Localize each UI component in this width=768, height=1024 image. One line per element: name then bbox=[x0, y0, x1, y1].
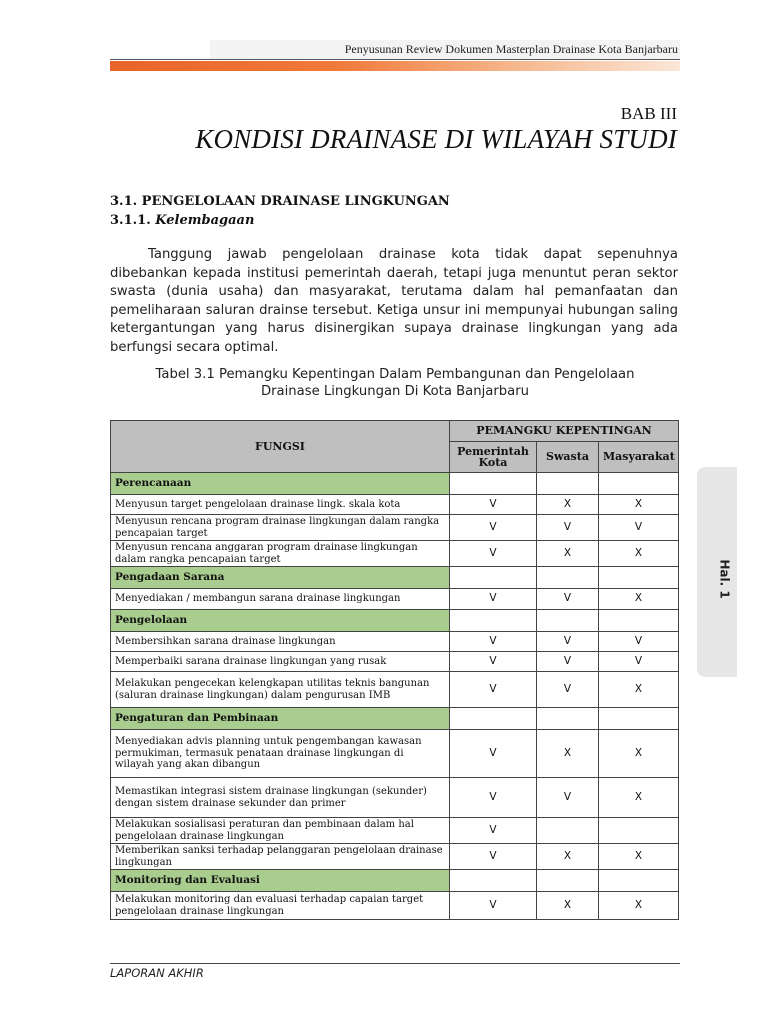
swasta-cell: V bbox=[537, 632, 599, 652]
pemerintah-cell: V bbox=[450, 892, 537, 920]
table-row bbox=[111, 652, 679, 672]
pemerintah-cell: V bbox=[450, 844, 537, 870]
empty-cell bbox=[599, 870, 679, 892]
masyarakat-cell: X bbox=[599, 778, 679, 818]
swasta-cell: X bbox=[537, 541, 599, 567]
subsection-title: Kelembagaan bbox=[155, 213, 255, 228]
masyarakat-cell: V bbox=[599, 652, 679, 672]
header-masyarakat: Masyarakat bbox=[599, 442, 679, 473]
pemerintah-cell: V bbox=[450, 818, 537, 844]
swasta-cell: V bbox=[537, 652, 599, 672]
pemerintah-cell: V bbox=[450, 495, 537, 515]
empty-cell bbox=[537, 473, 599, 495]
function-cell: Melakukan monitoring dan evaluasi terhadap capaian target pengelolaan drainase lingkungan bbox=[111, 892, 450, 920]
masyarakat-cell: X bbox=[599, 672, 679, 708]
subsection-number: 3.1.1. bbox=[110, 213, 151, 228]
table-row bbox=[111, 730, 679, 778]
subsection-heading bbox=[110, 213, 254, 228]
function-cell: Menyediakan / membangun sarana drainase lingkungan bbox=[111, 589, 450, 610]
chapter-title: KONDISI DRAINASE DI WILAYAH STUDI bbox=[195, 124, 677, 154]
pemerintah-cell: V bbox=[450, 778, 537, 818]
running-header: Penyusunan Review Dokumen Masterplan Drainase Kota Banjarbaru bbox=[344, 42, 678, 56]
masyarakat-cell: X bbox=[599, 541, 679, 567]
swasta-cell: V bbox=[537, 778, 599, 818]
page-number-tab bbox=[697, 467, 737, 677]
swasta-cell: X bbox=[537, 495, 599, 515]
pemerintah-cell: V bbox=[450, 652, 537, 672]
table-row bbox=[111, 818, 679, 844]
empty-cell bbox=[599, 708, 679, 730]
section-heading: 3.1. PENGELOLAAN DRAINASE LINGKUNGAN bbox=[110, 194, 450, 209]
header-swasta: Swasta bbox=[537, 442, 599, 473]
pemerintah-cell: V bbox=[450, 515, 537, 541]
empty-cell bbox=[599, 567, 679, 589]
masyarakat-cell: X bbox=[599, 844, 679, 870]
category-label: Pengaturan dan Pembinaan bbox=[111, 708, 450, 730]
body-paragraph: Tanggung jawab pengelolaan drainase kota tidak dapat sepenuhnya dibebankan kepada institusi pemerintah daerah, tetapi juga menuntut peran sektor swasta (dunia usaha) dan masyarakat, terutama dalam hal pemanfaatan dan pemeliharaan saluran drainse tersebut. Ketiga unsur ini mempunyai hubungan saling ketergantungan yang harus disinergikan supaya drainase lingkungan yang ada berfungsi secara optimal. bbox=[110, 247, 678, 355]
footer-rule bbox=[110, 963, 680, 964]
table-body bbox=[111, 473, 679, 920]
masyarakat-cell: V bbox=[599, 515, 679, 541]
category-label: Monitoring dan Evaluasi bbox=[111, 870, 450, 892]
category-row bbox=[111, 870, 679, 892]
header-pemangku: PEMANGKU KEPENTINGAN bbox=[450, 421, 679, 442]
swasta-cell: V bbox=[537, 515, 599, 541]
masyarakat-cell bbox=[599, 818, 679, 844]
masyarakat-cell: X bbox=[599, 892, 679, 920]
empty-cell bbox=[599, 610, 679, 632]
pemerintah-cell: V bbox=[450, 541, 537, 567]
table-caption bbox=[110, 366, 680, 400]
table-row bbox=[111, 589, 679, 610]
page-number-label: Hal. 1 bbox=[717, 559, 732, 599]
category-label: Perencanaan bbox=[111, 473, 450, 495]
function-cell: Menyusun rencana program drainase lingkungan dalam rangka pencapaian target bbox=[111, 515, 450, 541]
swasta-cell: X bbox=[537, 730, 599, 778]
function-cell: Memastikan integrasi sistem drainase lingkungan (sekunder) dengan sistem drainase sekunder dan primer bbox=[111, 778, 450, 818]
table-row bbox=[111, 632, 679, 652]
function-cell: Menyediakan advis planning untuk pengembangan kawasan permukiman, termasuk penataan drainase lingkungan di wilayah yang akan dibangun bbox=[111, 730, 450, 778]
empty-cell bbox=[537, 708, 599, 730]
category-row bbox=[111, 567, 679, 589]
swasta-cell: V bbox=[537, 672, 599, 708]
empty-cell bbox=[450, 610, 537, 632]
function-cell: Melakukan pengecekan kelengkapan utilitas teknis bangunan (saluran drainase lingkungan) dalam pengurusan IMB bbox=[111, 672, 450, 708]
chapter-label: BAB III bbox=[620, 104, 677, 123]
category-row bbox=[111, 610, 679, 632]
empty-cell bbox=[450, 870, 537, 892]
header-rule bbox=[110, 59, 680, 60]
empty-cell bbox=[450, 567, 537, 589]
pemerintah-cell: V bbox=[450, 589, 537, 610]
function-cell: Menyusun rencana anggaran program drainase lingkungan dalam rangka pencapaian target bbox=[111, 541, 450, 567]
stakeholder-table bbox=[110, 420, 679, 920]
pemerintah-cell: V bbox=[450, 672, 537, 708]
masyarakat-cell: X bbox=[599, 589, 679, 610]
footer-label: LAPORAN AKHIR bbox=[110, 966, 204, 980]
empty-cell bbox=[537, 870, 599, 892]
empty-cell bbox=[450, 708, 537, 730]
function-cell: Melakukan sosialisasi peraturan dan pembinaan dalam hal pengelolaan drainase lingkungan bbox=[111, 818, 450, 844]
swasta-cell: V bbox=[537, 589, 599, 610]
category-row bbox=[111, 708, 679, 730]
table-row bbox=[111, 844, 679, 870]
function-cell: Menyusun target pengelolaan drainase lingk. skala kota bbox=[111, 495, 450, 515]
function-cell: Memperbaiki sarana drainase lingkungan yang rusak bbox=[111, 652, 450, 672]
swasta-cell: X bbox=[537, 892, 599, 920]
empty-cell bbox=[537, 610, 599, 632]
table-row bbox=[111, 892, 679, 920]
swasta-cell bbox=[537, 818, 599, 844]
table-row bbox=[111, 778, 679, 818]
header-pemerintah-kota: Pemerintah Kota bbox=[450, 442, 537, 473]
masyarakat-cell: V bbox=[599, 632, 679, 652]
category-row bbox=[111, 473, 679, 495]
category-label: Pengelolaan bbox=[111, 610, 450, 632]
caption-line-1: Tabel 3.1 Pemangku Kepentingan Dalam Pembangunan dan Pengelolaan bbox=[155, 367, 635, 382]
function-cell: Memberikan sanksi terhadap pelanggaran pengelolaan drainase lingkungan bbox=[111, 844, 450, 870]
swasta-cell: X bbox=[537, 844, 599, 870]
category-label: Pengadaan Sarana bbox=[111, 567, 450, 589]
empty-cell bbox=[537, 567, 599, 589]
caption-line-2: Drainase Lingkungan Di Kota Banjarbaru bbox=[260, 384, 530, 399]
empty-cell bbox=[450, 473, 537, 495]
pemerintah-cell: V bbox=[450, 730, 537, 778]
masyarakat-cell: X bbox=[599, 495, 679, 515]
masyarakat-cell: X bbox=[599, 730, 679, 778]
empty-cell bbox=[599, 473, 679, 495]
table-row bbox=[111, 541, 679, 567]
function-cell: Membersihkan sarana drainase lingkungan bbox=[111, 632, 450, 652]
pemerintah-cell: V bbox=[450, 632, 537, 652]
header-fungsi: FUNGSI bbox=[111, 421, 450, 473]
table-row bbox=[111, 495, 679, 515]
header-gradient-bar bbox=[110, 61, 680, 71]
table-row bbox=[111, 672, 679, 708]
table-row bbox=[111, 515, 679, 541]
